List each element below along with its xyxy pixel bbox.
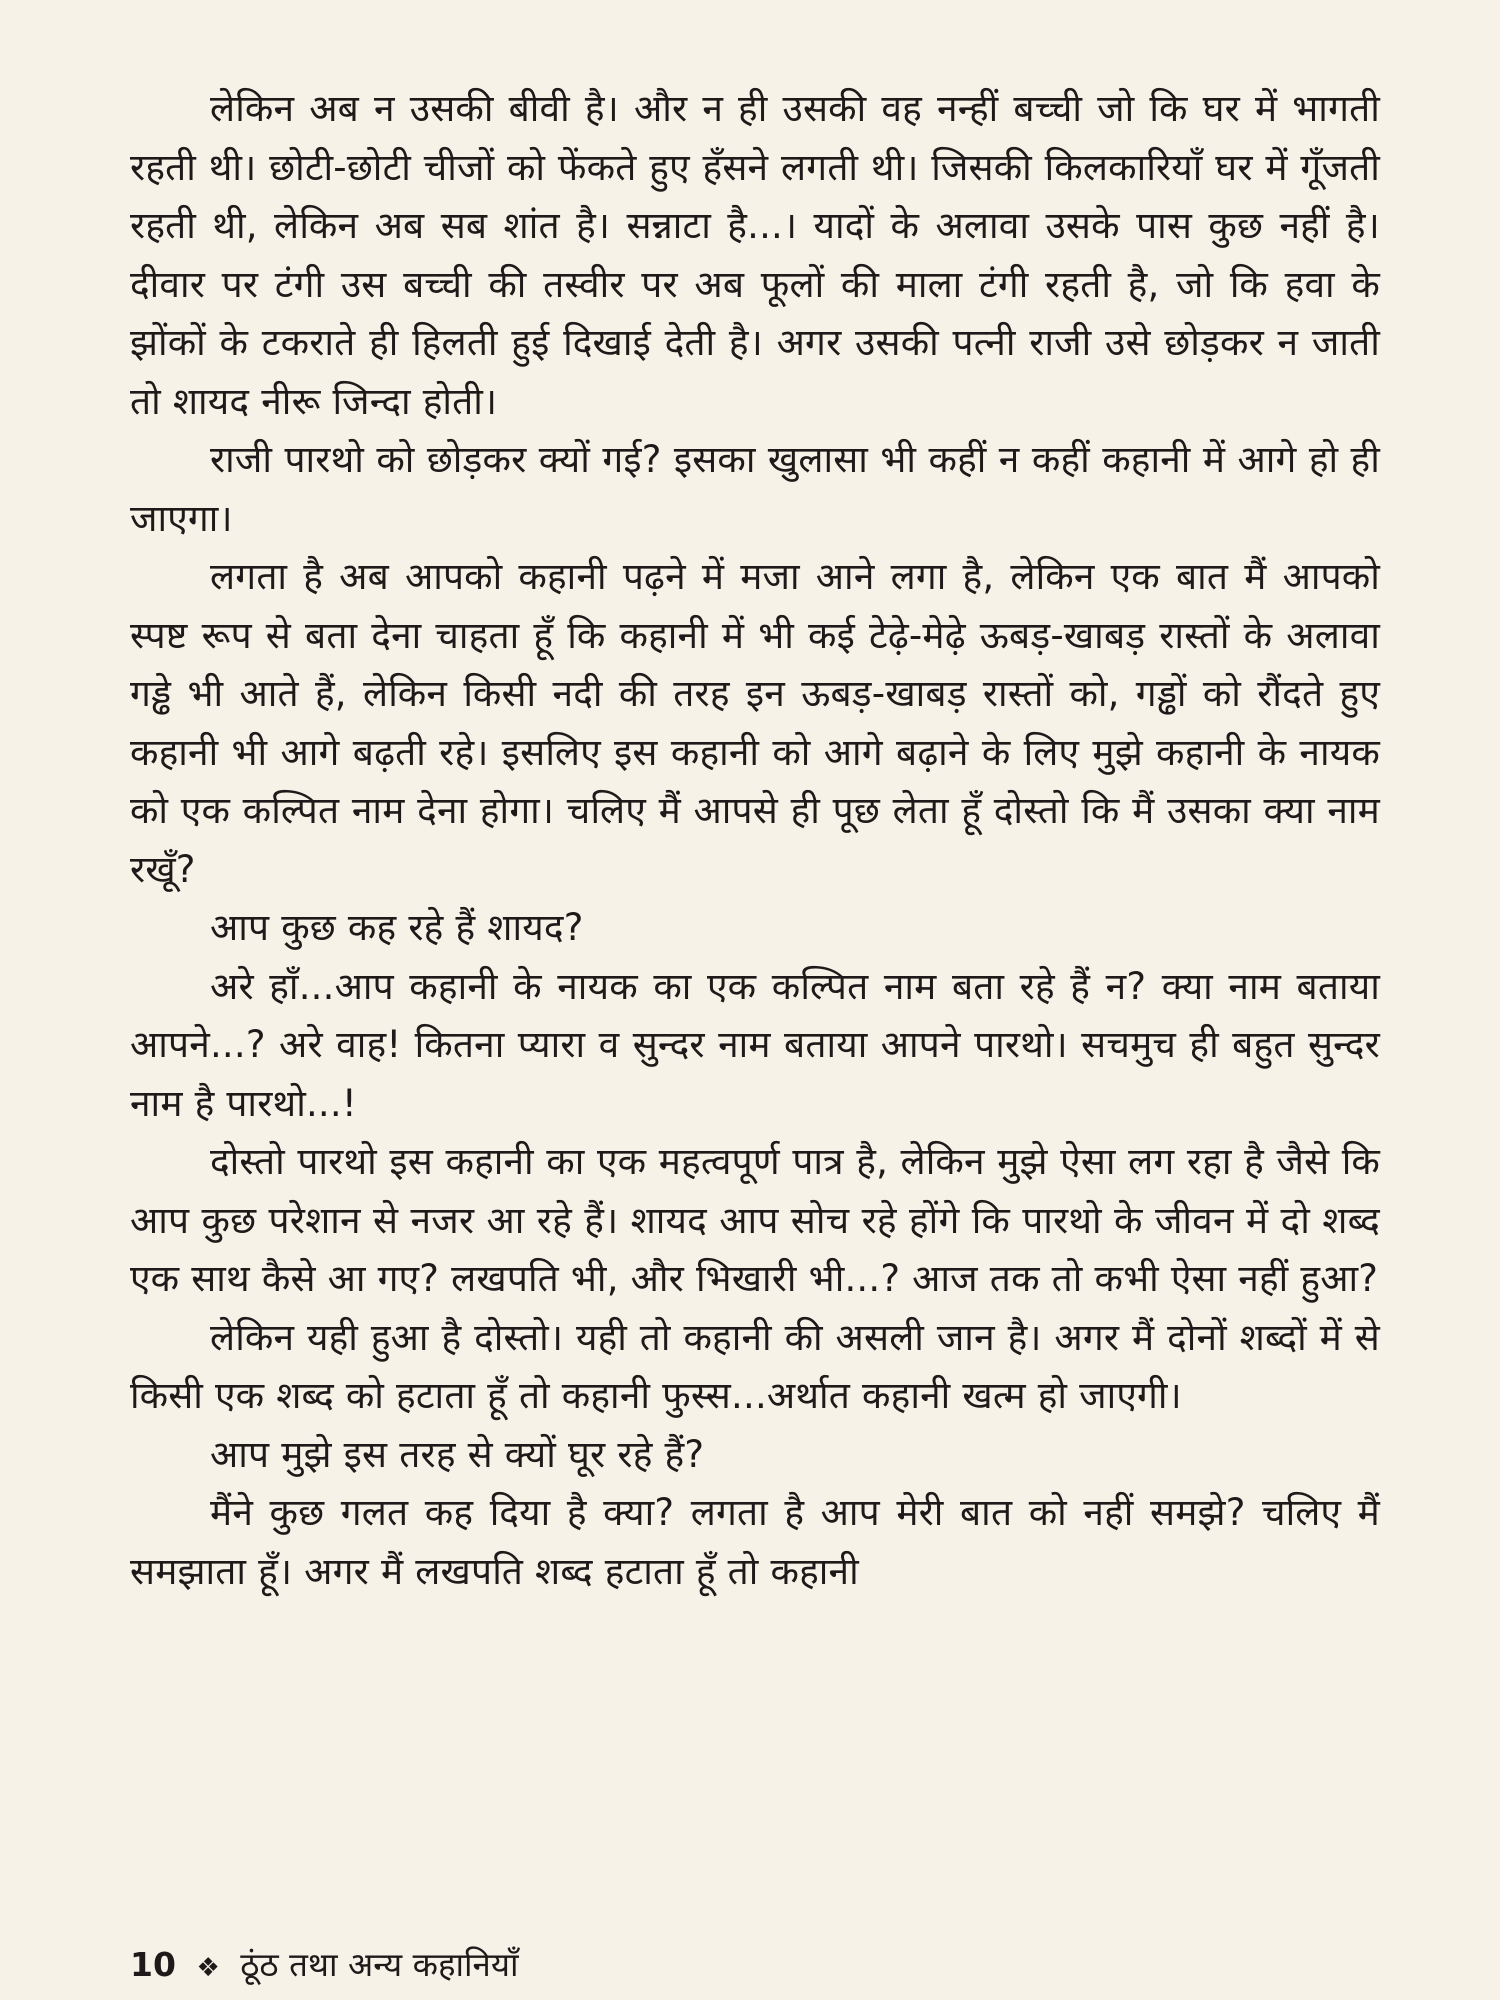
page-body	[130, 80, 1380, 1601]
paragraph: आप कुछ कह रहे हैं शायद?	[210, 906, 584, 949]
paragraph: राजी पारथो को छोड़कर क्यों गई? इसका खुलासा भी कहीं न कहीं कहानी में आगे हो ही जाएगा।	[130, 438, 1380, 540]
paragraph: लेकिन यही हुआ है दोस्तो। यही तो कहानी की असली जान है। अगर मैं दोनों शब्दों में से किसी एक शब्द को हटाता हूँ तो कहानी फुस्स...अर्थात कहानी खत्म हो जाएगी।	[130, 1315, 1380, 1417]
book-title: ठूंठ तथा अन्य कहानियाँ	[240, 1945, 519, 1984]
paragraph: लगता है अब आपको कहानी पढ़ने में मजा आने लगा है, लेकिन एक बात मैं आपको स्पष्ट रूप से बता देना चाहता हूँ कि कहानी में भी कई टेढ़े-मेढ़े ऊबड़-खाबड़ रास्तों के अलावा गड्ढे भी आते हैं, लेकिन किसी नदी की तरह इन ऊबड़-खाबड़ रास्तों को, गड्ढों को रौंदते हुए कहानी भी आगे बढ़ती रहे। इसलिए इस कहानी को आगे बढ़ाने के लिए मुझे कहानी के नायक को एक कल्पित नाम देना होगा। चलिए मैं आपसे ही पूछ लेता हूँ दोस्तो कि मैं उसका क्या नाम रखूँ?	[130, 555, 1380, 891]
paragraph: आप मुझे इस तरह से क्यों घूर रहे हैं?	[210, 1432, 705, 1476]
paragraph: लेकिन अब न उसकी बीवी है। और न ही उसकी वह नन्हीं बच्ची जो कि घर में भागती रहती थी। छोटी-छोटी चीजों को फेंकते हुए हँसने लगती थी। जिसकी किलकारियाँ घर में गूँजती रहती थी, लेकिन अब सब शांत है। सन्नाटा है...। यादों के अलावा उसके पास कुछ नहीं है। दीवार पर टंगी उस बच्ची की तस्वीर पर अब फूलों की माला टंगी रहती है, जो कि हवा के झोंकों के टकराते ही हिलती हुई दिखाई देती है। अगर उसकी पत्नी राजी उसे छोड़कर न जाती तो शायद नीरू जिन्दा होती।	[130, 87, 1380, 423]
paragraph: अरे हाँ...आप कहानी के नायक का एक कल्पित नाम बता रहे हैं न? क्या नाम बताया आपने...? अरे वाह! कितना प्यारा व सुन्दर नाम बताया आपने पारथो। सचमुच ही बहुत सुन्दर नाम है पारथो...!	[130, 964, 1380, 1125]
page-number: 10	[130, 1945, 176, 1984]
paragraph: दोस्तो पारथो इस कहानी का एक महत्वपूर्ण पात्र है, लेकिन मुझे ऐसा लग रहा है जैसे कि आप कुछ परेशान से नजर आ रहे हैं। शायद आप सोच रहे होंगे कि पारथो के जीवन में दो शब्द एक साथ कैसे आ गए? लखपति भी, और भिखारी भी...? आज तक तो कभी ऐसा नहीं हुआ?	[130, 1140, 1380, 1300]
page-footer	[130, 1945, 519, 1988]
paragraph: मैंने कुछ गलत कह दिया है क्या? लगता है आप मेरी बात को नहीं समझे? चलिए मैं समझाता हूँ। अगर मैं लखपति शब्द हटाता हूँ तो कहानी	[130, 1491, 1380, 1593]
diamond-separator-icon: ❖	[196, 1953, 220, 1983]
